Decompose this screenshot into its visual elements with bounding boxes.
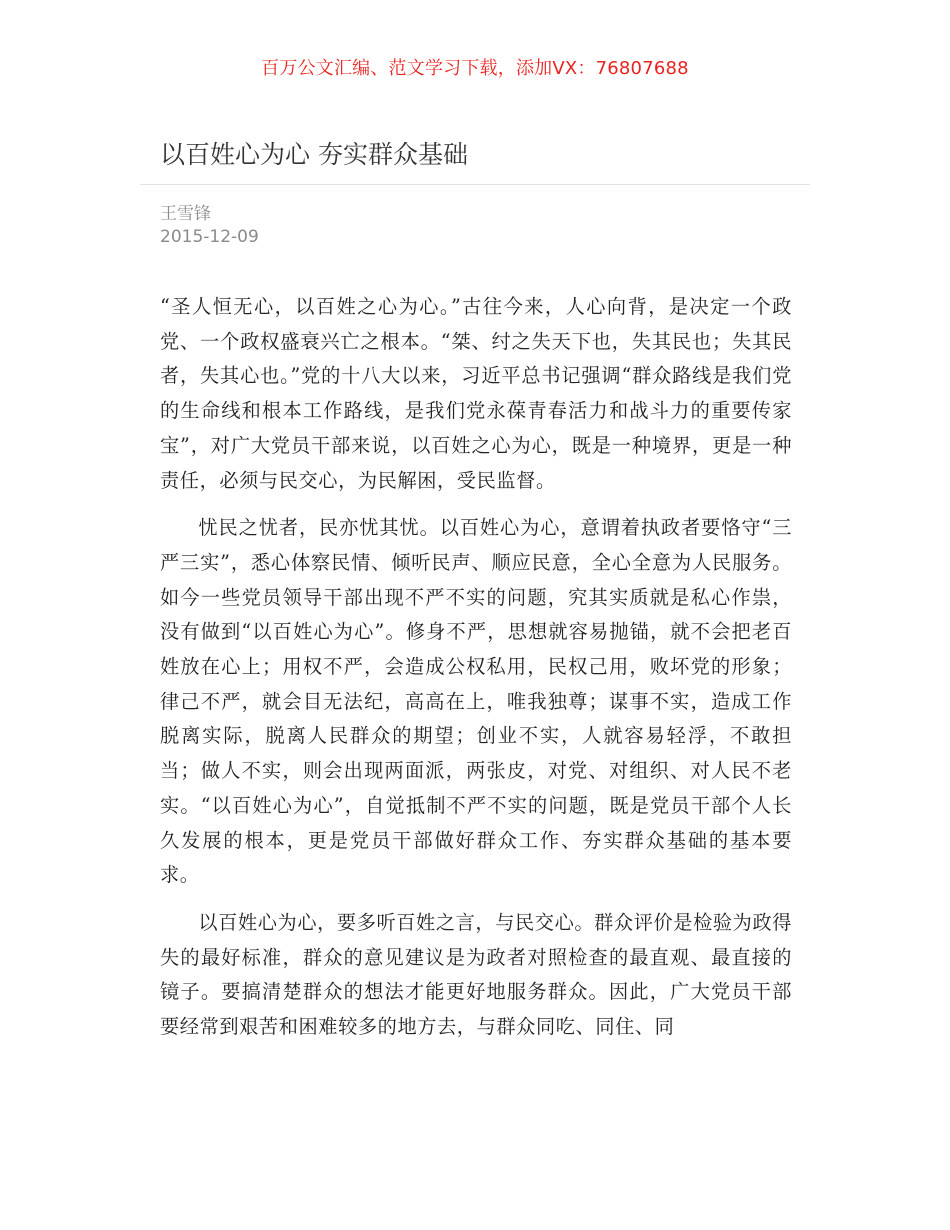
article-title: 以百姓心为心 夯实群众基础 [160,140,468,169]
title-divider [140,184,810,185]
article-date: 2015-12-09 [160,227,259,247]
article-paragraph: 忧民之忧者，民亦忧其忧。以百姓心为心，意谓着执政者要恪守“三严三实”，悉心体察民情、倾听民声、顺应民意，全心全意为人民服务。如今一些党员领导干部出现不严不实的问题，究其实质就是私心作祟，没有做到“以百姓心为心”。修身不严，思想就容易抛锚，就不会把老百姓放在心上；用权不严，会造成公权私用，民权己用，败坏党的形象；律己不严，就会目无法纪，高高在上，唯我独尊；谋事不实，造成工作脱离实际，脱离人民群众的期望；创业不实，人就容易轻浮，不敢担当；做人不实，则会出现两面派，两张皮，对党、对组织、对人民不老实。“以百姓心为心”，自觉抵制不严不实的问题，既是党员干部个人长久发展的根本，更是党员干部做好群众工作、夯实群众基础的基本要求。 [160,516,792,887]
article-paragraph: “圣人恒无心，以百姓之心为心。”古往今来，人心向背，是决定一个政党、一个政权盛衰兴亡之根本。“桀、纣之失天下也，失其民也；失其民者，失其心也。”党的十八大以来，习近平总书记强调“群众路线是我们党的生命线和根本工作路线，是我们党永葆青春活力和战斗力的重要传家宝”，对广大党员干部来说，以百姓之心为心，既是一种境界，更是一种责任，必须与民交心，为民解困，受民监督。 [160,295,792,492]
article-body [160,290,792,1058]
article-paragraph: 以百姓心为心，要多听百姓之言，与民交心。群众评价是检验为政得失的最好标准，群众的意见建议是为政者对照检查的最直观、最直接的镜子。要搞清楚群众的想法才能更好地服务群众。因此，广大党员干部要经常到艰苦和困难较多的地方去，与群众同吃、同住、同 [160,910,793,1039]
article-author: 王雪锋 [160,204,211,224]
article-meta [160,203,259,249]
watermark-banner: 百万公文汇编、范文学习下载，添加VX：76807688 [261,58,689,79]
